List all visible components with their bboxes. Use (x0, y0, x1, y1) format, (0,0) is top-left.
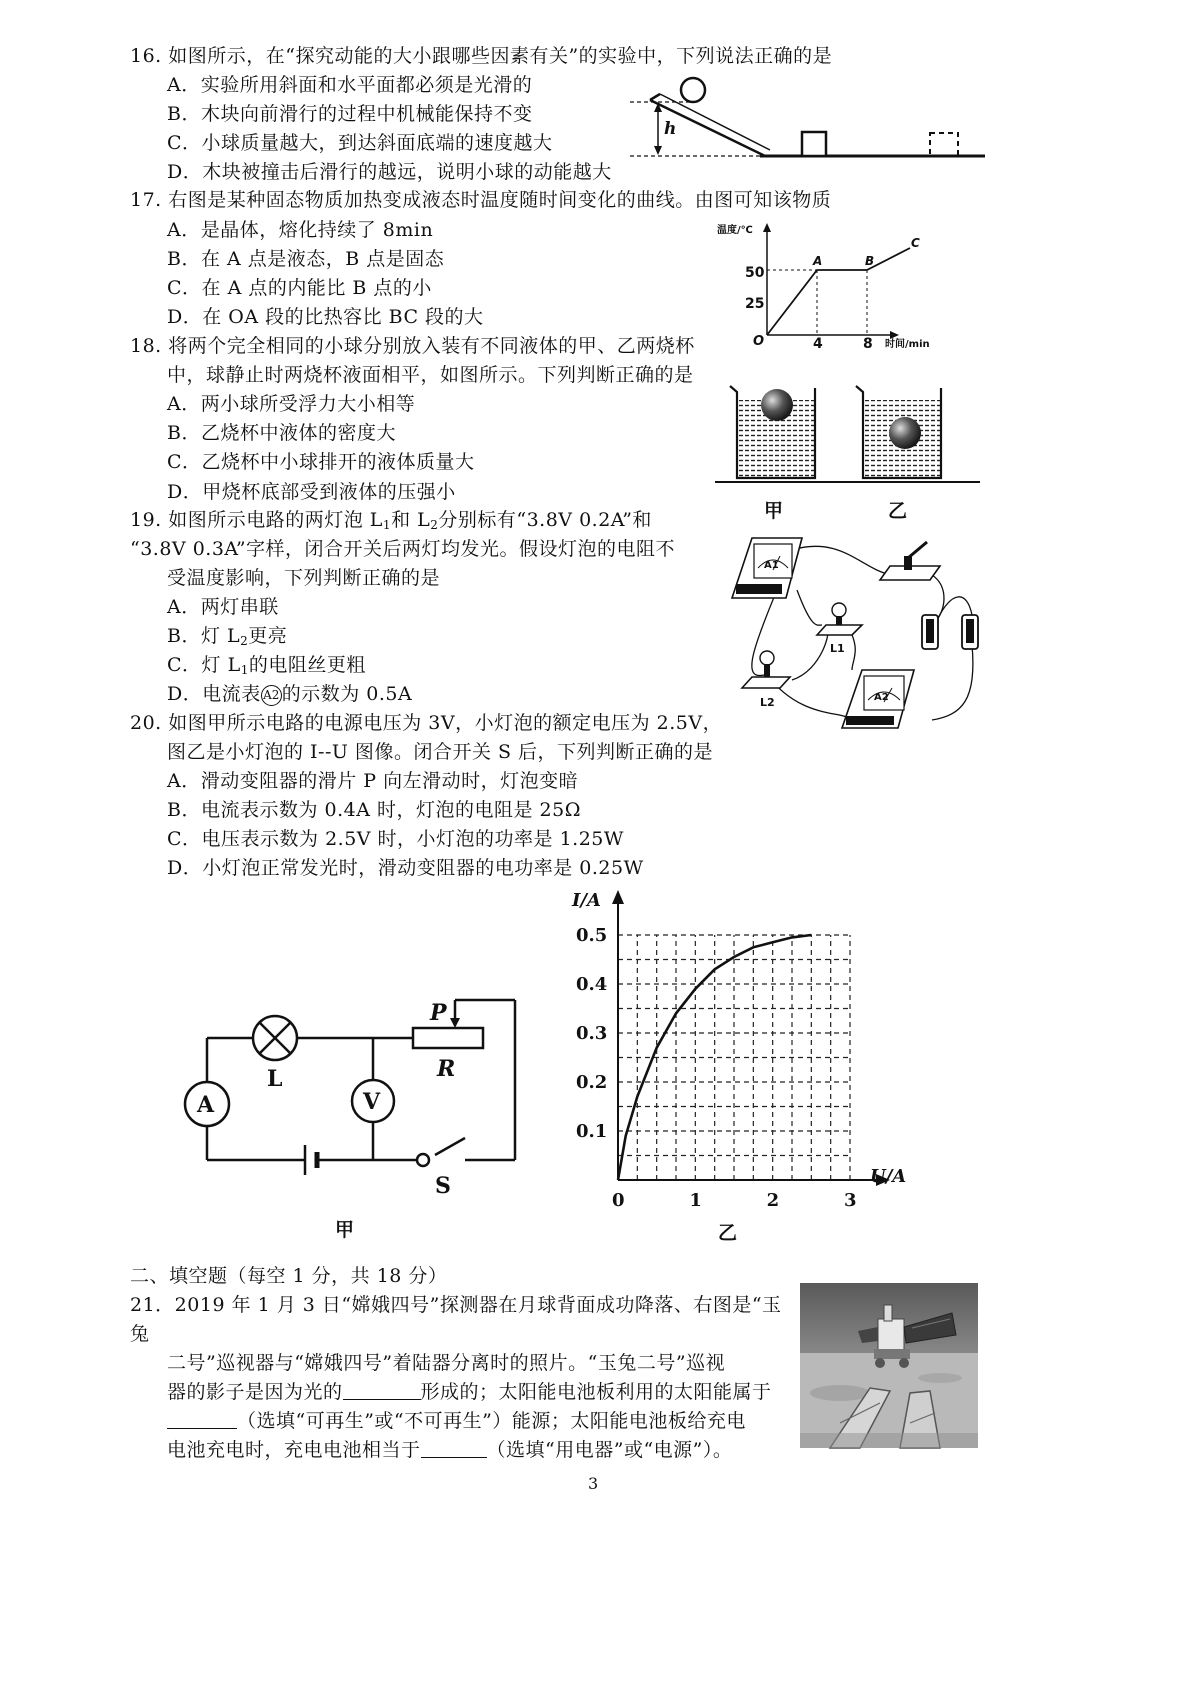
q19-option-a: A．两灯串联 (167, 596, 279, 618)
q20-option-b: B．电流表示数为 0.4A 时，灯泡的电阻是 25Ω (167, 799, 581, 821)
q17-y50: 50 (745, 265, 765, 281)
q20-lamp-label: L (267, 1066, 283, 1092)
iu-x-tick-label: 2 (766, 1190, 780, 1211)
q17-option-b: B．在 A 点是液态，B 点是固态 (167, 248, 445, 270)
q20-switch-label: S (435, 1173, 451, 1199)
q20-option-d: D．小灯泡正常发光时，滑动变阻器的电功率是 0.25W (167, 857, 644, 879)
q17-option-c: C．在 A 点的内能比 B 点的小 (167, 277, 432, 299)
section2-heading: 二、填空题（每空 1 分，共 18 分） (130, 1265, 448, 1287)
q19-option-b: B．灯 $L_2$更亮 (167, 625, 288, 648)
q20-stem-line2: 图乙是小灯泡的 I--U 图像。闭合开关 S 后，下列判断正确的是 (167, 741, 714, 763)
q18-option-a: A．两小球所受浮力大小相等 (167, 393, 416, 415)
q18-stem-line1: 18. 将两个完全相同的小球分别放入装有不同液体的甲、乙两烧杯 (130, 335, 695, 357)
q20-iu-chart (560, 880, 920, 1211)
q16-option-b: B．木块向前滑行的过程中机械能保持不变 (167, 103, 533, 125)
iu-x-tick-label: 3 (844, 1190, 857, 1211)
q17-point-a: A (813, 254, 823, 268)
q20-option-a: A．滑动变阻器的滑片 P 向左滑动时，灯泡变暗 (167, 770, 579, 792)
iu-y-tick-label: 0.2 (576, 1072, 608, 1093)
q16-h-label: h (664, 119, 677, 139)
iu-chart-xlabel: U/A (870, 1166, 907, 1187)
q17-option-a: A．是晶体，熔化持续了 8min (167, 219, 434, 241)
q21-line4: （选填“可再生”或“不可再生”）能源；太阳能电池板给充电 (167, 1409, 746, 1433)
q21-line1: 21．2019 年 1 月 3 日“嫦娥四号”探测器在月球背面成功降落、右图是“玉 (130, 1294, 782, 1316)
q19-fig-a1-label: A1 (764, 560, 779, 571)
q20-option-c: C．电压表示数为 2.5V 时，小灯泡的功率是 1.25W (167, 828, 624, 850)
q18-option-d: D．甲烧杯底部受到液体的压强小 (167, 481, 456, 503)
iu-x-tick-label: 1 (689, 1190, 702, 1211)
page-number: 3 (588, 1474, 599, 1493)
q19-fig-l2-label: L2 (760, 696, 775, 709)
q19-stem-line3: 受温度影响，下列判断正确的是 (167, 567, 441, 589)
iu-y-tick-label: 0.3 (576, 1023, 608, 1044)
q17-stem: 17. 右图是某种固态物质加热变成液态时温度随时间变化的曲线。由图可知该物质 (130, 189, 832, 211)
q17-option-d: D．在 OA 段的比热容比 BC 段的大 (167, 306, 484, 328)
q19-fig-a2-label: A2 (874, 692, 889, 703)
lunar-rover-photo (800, 1283, 978, 1448)
q20-slider-label: P (430, 1000, 447, 1026)
q17-temperature-graph (715, 215, 955, 350)
iu-y-tick-label: 0.4 (576, 974, 608, 995)
q19-fig-l1-label: L1 (830, 642, 845, 655)
q20-rheostat-label: R (437, 1056, 456, 1082)
q16-option-a: A．实验所用斜面和水平面都必须是光滑的 (167, 74, 533, 96)
q19-circuit-figure (722, 530, 992, 735)
q16-option-d: D．木块被撞击后滑行的越远，说明小球的动能越大 (167, 161, 612, 183)
q17-y25: 25 (745, 296, 765, 312)
q17-point-b: B (865, 254, 875, 268)
q18-option-b: B．乙烧杯中液体的密度大 (167, 422, 396, 444)
q16-figure-ramp (630, 70, 990, 170)
q17-xlabel: 时间/min (885, 339, 930, 350)
q21-line1b: 兔 (130, 1323, 150, 1345)
q21-line2: 二号”巡视器与“嫦娥四号”着陆器分离时的照片。“玉兔二号”巡视 (167, 1352, 726, 1374)
iu-y-tick-label: 0.1 (576, 1121, 608, 1142)
q19-option-c: C．灯 $L_1$的电阻丝更粗 (167, 654, 366, 677)
ammeter-a2-symbol: A2 (261, 685, 282, 706)
q19-option-d: D．电流表 A2 的示数为 0.5A (167, 683, 413, 705)
q18-option-c: C．乙烧杯中小球排开的液体质量大 (167, 451, 475, 473)
q18-stem-line2: 中，球静止时两烧杯液面相平，如图所示。下列判断正确的是 (167, 364, 694, 386)
q17-origin: O (753, 334, 765, 349)
q19-stem-line2: “3.8V 0.3A”字样，闭合开关后两灯均发光。假设灯泡的电阻不 (130, 538, 676, 560)
iu-chart-ylabel: I/A (572, 890, 601, 911)
q16-stem: 16. 如图所示，在“探究动能的大小跟哪些因素有关”的实验中，下列说法正确的是 (130, 45, 833, 67)
q21-line5: 电池充电时，充电电池相当于 （选填“用电器”或“电源”）。 (167, 1439, 733, 1461)
q18-label-yi: 乙 (888, 500, 908, 522)
q20-stem-line1: 20. 如图甲所示电路的电源电压为 3V，小灯泡的额定电压为 2.5V， (130, 712, 723, 734)
q16-option-c: C．小球质量越大，到达斜面底端的速度越大 (167, 132, 553, 154)
iu-y-tick-label: 0.5 (576, 925, 608, 946)
q20-circuit-diagram (165, 990, 535, 1200)
q20-voltmeter-label: V (363, 1089, 381, 1115)
q21-line3: 器的影子是因为光的 形成的；太阳能电池板利用的太阳能属于 (167, 1381, 772, 1403)
q18-beakers-figure (715, 378, 980, 488)
q17-x4: 4 (813, 336, 823, 352)
iu-x-tick-label: 0 (612, 1190, 625, 1211)
q19-stem-line1: 19. 如图所示电路的两灯泡 $L_1$和 $L_2$分别标有“3.8V 0.2A”和 (130, 509, 652, 532)
q20-caption-jia: 甲 (335, 1219, 355, 1241)
q17-ylabel: 温度/℃ (717, 225, 753, 236)
q20-caption-yi: 乙 (718, 1222, 738, 1244)
q17-point-c: C (911, 236, 920, 250)
q18-label-jia: 甲 (764, 500, 784, 522)
q20-ammeter-label: A (197, 1092, 215, 1118)
q17-x8: 8 (863, 336, 873, 352)
